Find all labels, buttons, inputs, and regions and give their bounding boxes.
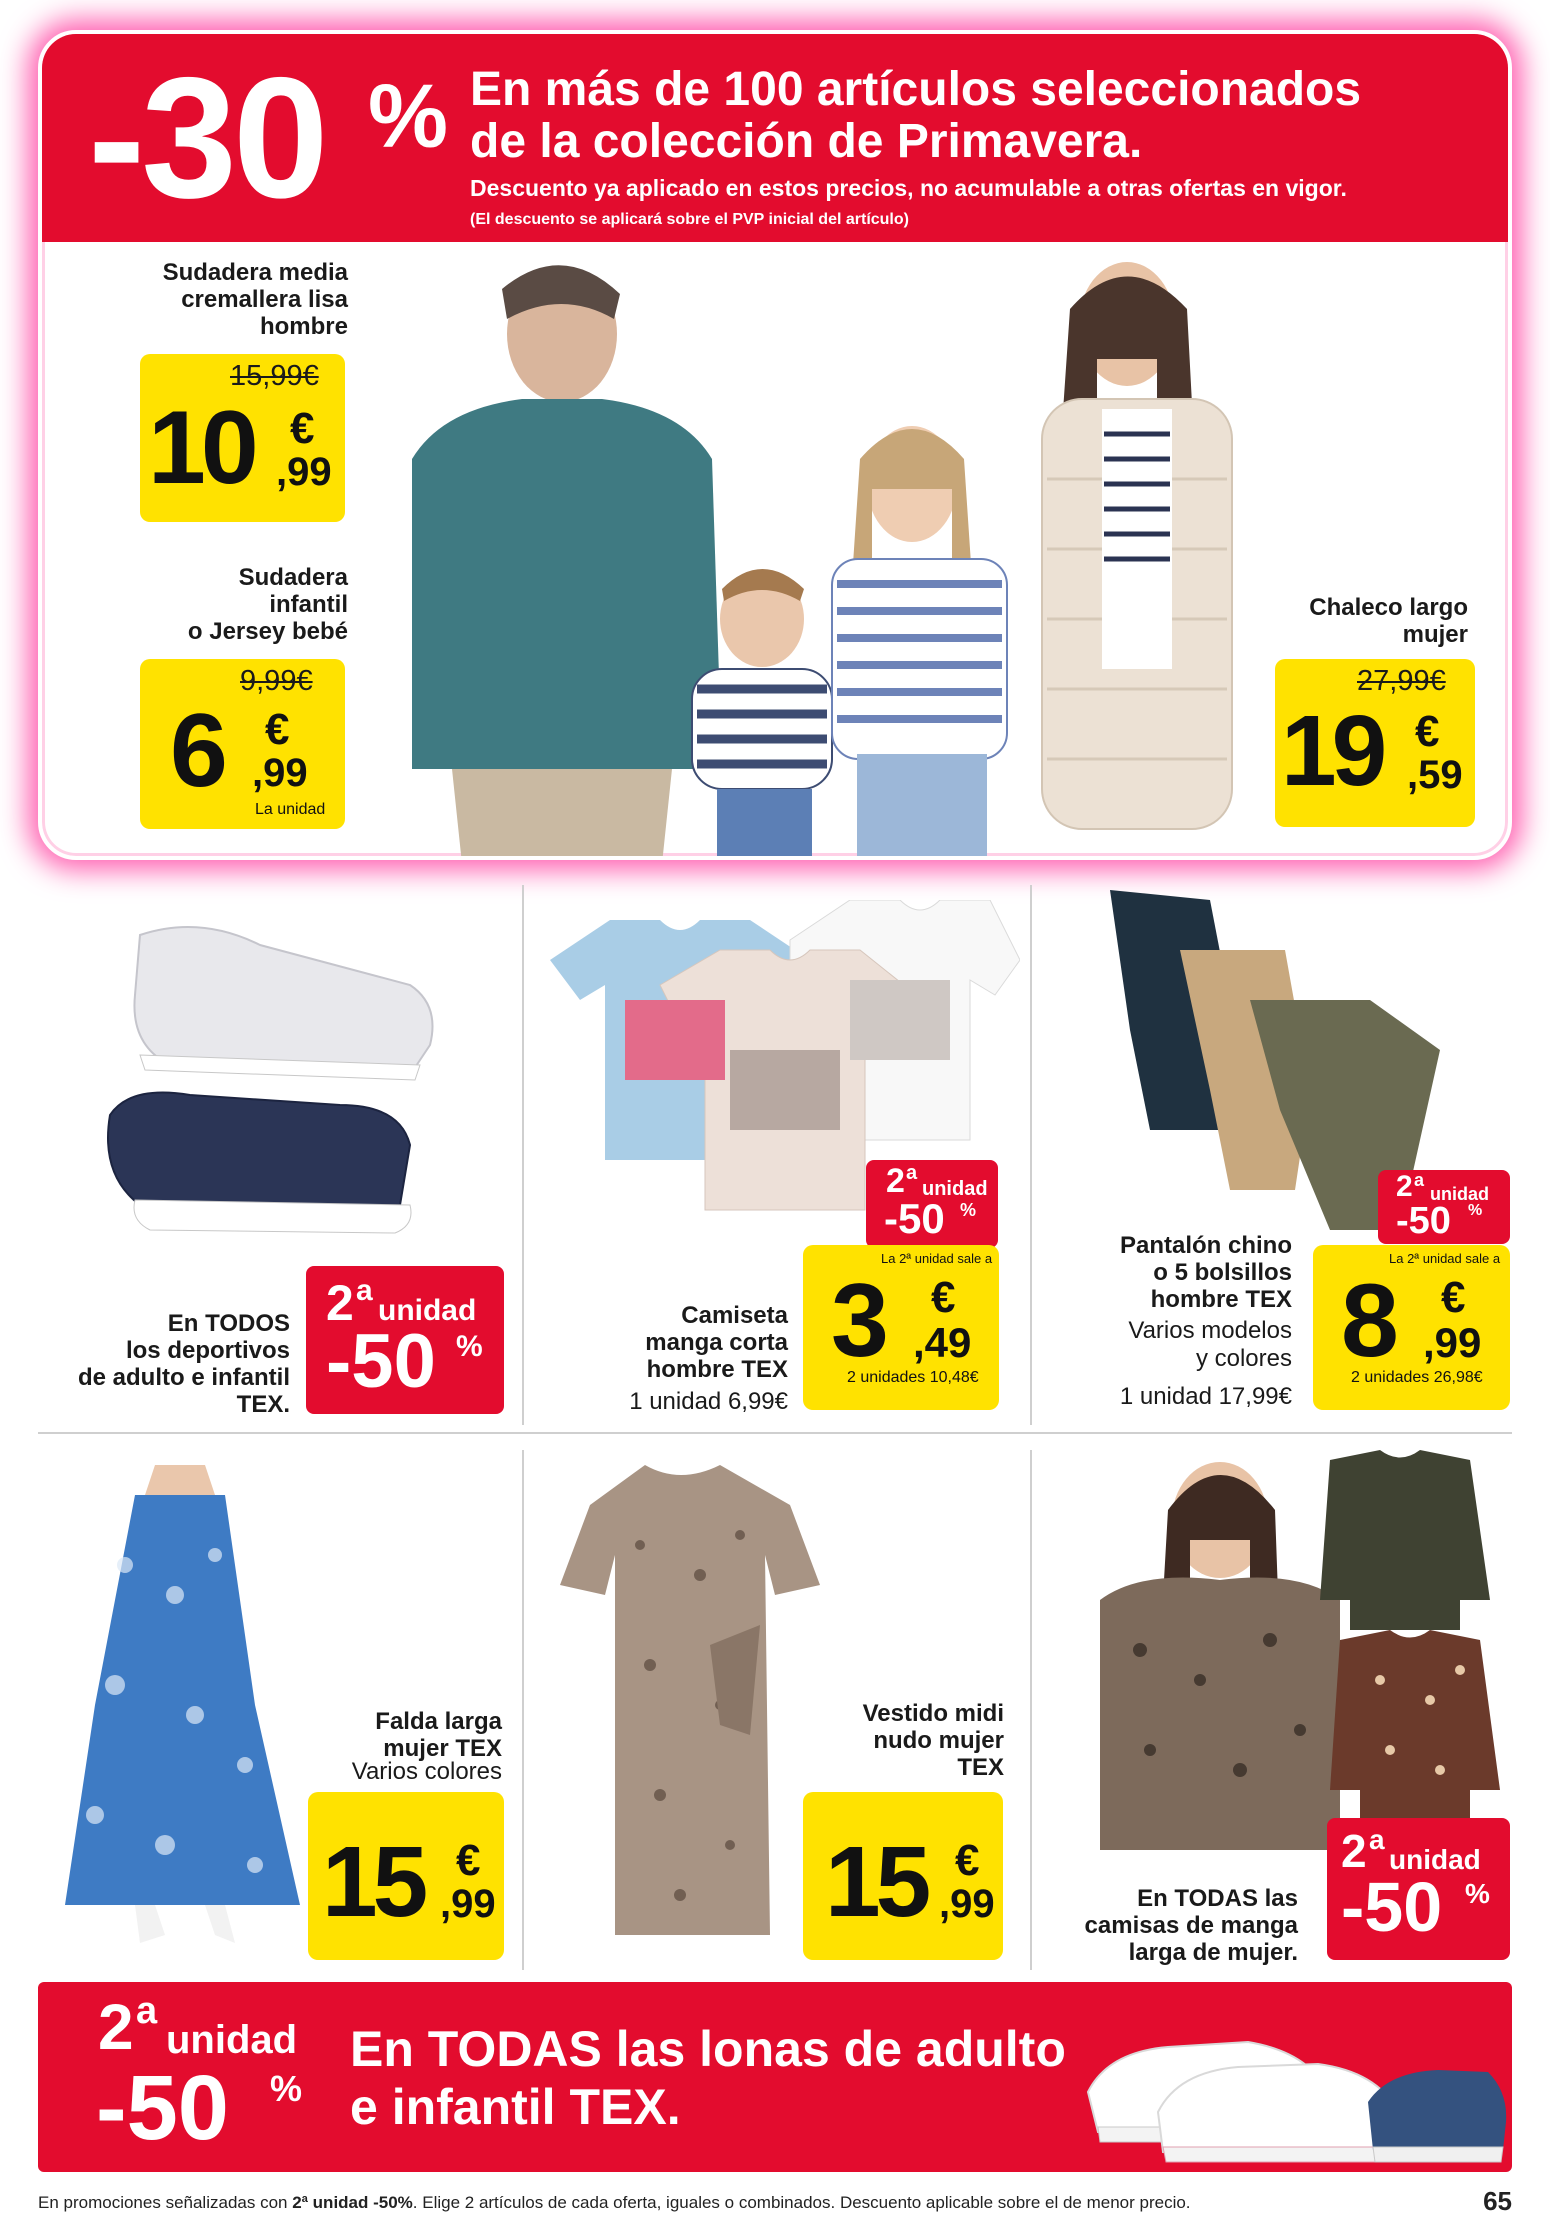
price-euro: € xyxy=(931,1273,956,1322)
price-decimals: ,99 xyxy=(276,450,332,494)
skirt-price-tag xyxy=(308,1792,504,1960)
badge-unit: unidad xyxy=(166,2018,298,2062)
divider xyxy=(522,885,524,1425)
skirt-title: Falda larga mujer TEX xyxy=(375,1708,502,1762)
banner-text-1: En TODAS las lonas de adulto xyxy=(350,2021,1066,2077)
tag-note: La 2ª unidad sale a xyxy=(881,1251,993,1266)
price-euro: € xyxy=(1415,707,1440,756)
page-number: 65 xyxy=(1483,2186,1512,2216)
price-euro: € xyxy=(290,404,315,453)
tshirt-single-price: 1 unidad 6,99€ xyxy=(629,1388,788,1415)
footer-disclaimer: En promociones señalizadas con 2ª unidad -50%. Elige 2 artículos de cada oferta, iguales o combinados. Descuento aplicable sobre el de menor precio. xyxy=(38,2193,1191,2212)
shirts-title: En TODAS las camisas de manga larga de mujer. xyxy=(1084,1885,1298,1966)
two-units-price: 2 unidades 10,48€ xyxy=(847,1369,979,1386)
price-decimals: ,99 xyxy=(939,1882,995,1926)
tshirt-second-unit-badge: 2 a unidad -50 % xyxy=(866,1160,998,1248)
two-units-price: 2 unidades 26,98€ xyxy=(1351,1369,1483,1386)
price-decimals: ,99 xyxy=(1423,1319,1482,1366)
hero-product-2-price-tag xyxy=(140,659,345,829)
shirts-second-unit-badge: 2 a unidad -50 % xyxy=(1327,1818,1510,1960)
price-decimals: ,49 xyxy=(913,1319,972,1366)
price-decimals: ,99 xyxy=(252,751,308,795)
chino-second-unit-badge: 2 a unidad -50 % xyxy=(1378,1170,1510,1244)
hero-subline: Descuento ya aplicado en estos precios, no acumulable a otras ofertas en vigor. xyxy=(470,175,1347,201)
dress-price-tag xyxy=(803,1792,1003,1960)
divider xyxy=(1030,885,1032,1425)
hero-banner xyxy=(38,30,1512,860)
sneakers-image xyxy=(80,915,460,1245)
badge-superscript: a xyxy=(136,1990,158,2032)
chino-options: Varios modelos y colores xyxy=(1128,1317,1292,1372)
skirt-colors: Varios colores xyxy=(351,1758,502,1785)
price-integer: 6 xyxy=(170,693,223,809)
banner-text-2: e infantil TEX. xyxy=(350,2079,681,2135)
price-integer: 19 xyxy=(1281,695,1383,807)
hero-product-2-title: Sudadera infantil o Jersey bebé xyxy=(187,564,348,645)
hero-product-3-title: Chaleco largo mujer xyxy=(1309,594,1468,648)
hero-note: (El descuento se aplicará sobre el PVP inicial del artículo) xyxy=(470,211,909,228)
shoes-title: En TODOS los deportivos de adulto e infantil TEX. xyxy=(77,1310,290,1418)
badge-percent: -50 xyxy=(96,2057,229,2159)
hero-headline-2: de la colección de Primavera. xyxy=(470,115,1143,168)
price-decimals: ,59 xyxy=(1407,753,1463,797)
divider xyxy=(1030,1450,1032,1970)
hero-header xyxy=(42,34,1508,242)
price-euro: € xyxy=(1441,1273,1466,1322)
dress-title: Vestido midi nudo mujer TEX xyxy=(862,1700,1004,1781)
hero-product-3-price-tag xyxy=(1275,659,1475,827)
badge-percent-sign: % xyxy=(270,2068,303,2109)
price-integer: 10 xyxy=(148,390,254,506)
chino-price-tag xyxy=(1313,1245,1510,1410)
hero-percent-sign: % xyxy=(368,67,449,167)
chino-title: Pantalón chino o 5 bolsillos hombre TEX xyxy=(1119,1232,1292,1313)
canvas-shoes-image xyxy=(1078,1992,1508,2167)
price-integer: 15 xyxy=(322,1826,424,1938)
shoes-second-unit-badge: 2 a unidad -50 % xyxy=(306,1266,504,1414)
canvas-shoes-banner xyxy=(38,1982,1512,2172)
hero-product-1-price-tag xyxy=(140,354,345,522)
unit-note: La unidad xyxy=(255,801,326,818)
tag-note: La 2ª unidad sale a xyxy=(1389,1251,1501,1266)
hero-product-1-title: Sudadera media cremallera lisa hombre xyxy=(162,259,348,340)
old-price: 27,99€ xyxy=(1357,665,1446,697)
shirts-image xyxy=(1040,1450,1510,1870)
divider xyxy=(522,1450,524,1970)
divider xyxy=(38,1432,1512,1434)
family-photo xyxy=(352,249,1272,860)
old-price: 9,99€ xyxy=(240,665,313,697)
price-integer: 15 xyxy=(825,1826,927,1938)
price-decimals: ,99 xyxy=(440,1882,496,1926)
price-integer: 8 xyxy=(1341,1263,1394,1379)
tshirt-title: Camiseta manga corta hombre TEX xyxy=(645,1302,788,1383)
old-price: 15,99€ xyxy=(230,360,319,392)
badge-number: 2 xyxy=(98,1991,134,2063)
price-integer: 3 xyxy=(831,1263,884,1379)
chino-single-price: 1 unidad 17,99€ xyxy=(1119,1383,1292,1410)
skirt-image xyxy=(55,1465,305,1945)
hero-discount: -30 xyxy=(88,42,325,234)
tshirt-price-tag xyxy=(803,1245,999,1410)
price-euro: € xyxy=(265,705,290,754)
hero-headline-1: En más de 100 artículos seleccionados xyxy=(470,63,1362,116)
price-euro: € xyxy=(955,1836,980,1885)
price-euro: € xyxy=(456,1836,481,1885)
